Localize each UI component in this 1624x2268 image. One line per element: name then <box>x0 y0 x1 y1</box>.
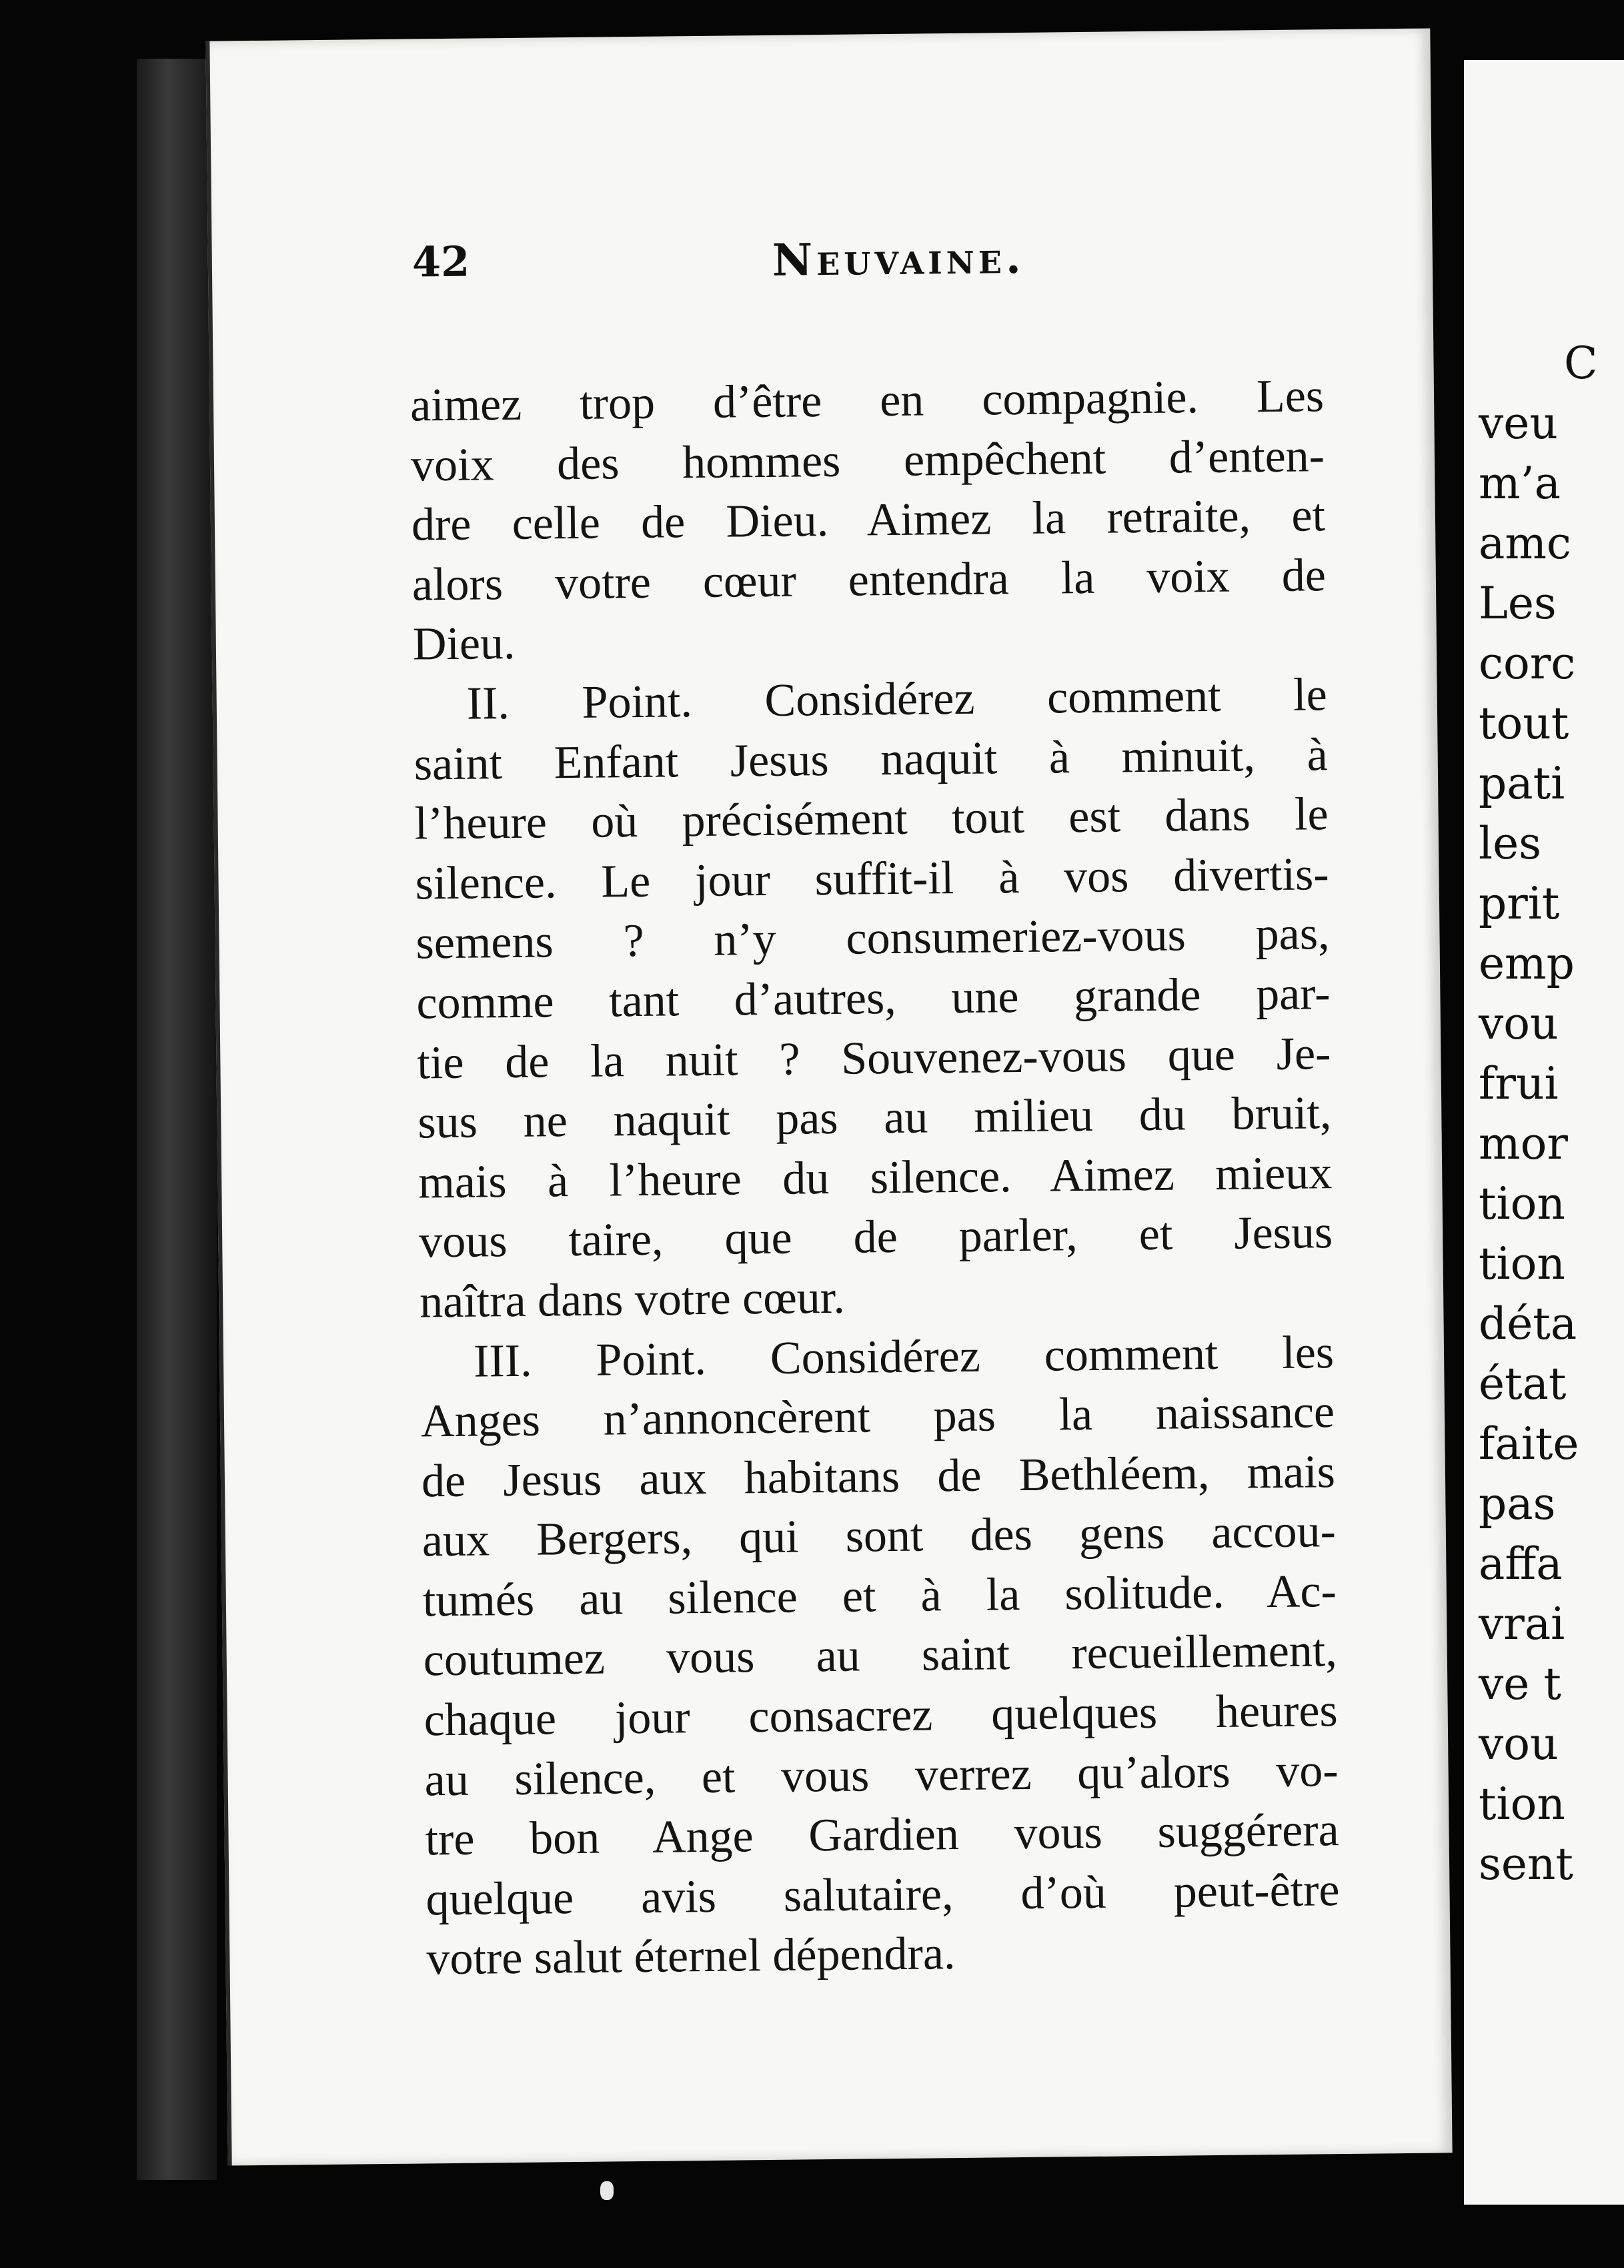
facing-line: tion <box>1479 1778 1565 1830</box>
text-line: silence. Le jour suffit-il à vos divertis- <box>415 848 1329 910</box>
text-line: semens ? n’y consumeriez-vous pas, <box>416 908 1330 969</box>
text-line: votre salut éternel dépendra. <box>426 1928 956 1985</box>
text-line: l’heure où précisément tout est dans le <box>414 788 1329 850</box>
facing-line: emp <box>1479 938 1575 989</box>
facing-line: pas <box>1479 1478 1556 1530</box>
body-text <box>410 366 1341 1989</box>
facing-line: ve t <box>1479 1658 1561 1710</box>
facing-line: vou <box>1479 1718 1559 1770</box>
facing-line: sent <box>1479 1838 1573 1890</box>
text-line: quelque avis salutaire, d’où peut-être <box>426 1864 1340 1926</box>
facing-line: amc <box>1479 518 1571 569</box>
facing-line: déta <box>1479 1298 1577 1349</box>
text-line: aux Bergers, qui sont des gens accou- <box>422 1506 1337 1567</box>
text-line: naîtra dans votre cœur. <box>419 1271 846 1328</box>
left-page <box>205 28 1452 2165</box>
text-line: voix des hommes empêchent d’enten- <box>410 430 1325 492</box>
book-spine <box>137 59 217 2180</box>
text-line: sus ne naquit pas au milieu du bruit, <box>417 1087 1332 1149</box>
page-number: 42 <box>412 237 470 287</box>
scan-speck <box>600 2181 614 2200</box>
text-line: dre celle de Dieu. Aimez la retraite, et <box>411 490 1326 551</box>
facing-line: tion <box>1479 1238 1565 1289</box>
facing-line: affa <box>1479 1538 1563 1590</box>
text-line: alors votre cœur entendra la voix de <box>412 549 1327 611</box>
facing-line: faite <box>1479 1418 1579 1470</box>
text-line: saint Enfant Jesus naquit à minuit, à <box>414 728 1329 790</box>
facing-page-text <box>1464 60 1624 1894</box>
text-line: aimez trop d’être en compagnie. Les <box>410 370 1325 432</box>
facing-line: m’a <box>1479 458 1561 509</box>
text-line: vous taire, que de parler, et Jesus <box>418 1207 1333 1268</box>
text-line: au silence, et vous verrez qu’alors vo- <box>424 1744 1339 1806</box>
section-heading-line: II. Point. Considérez comment le <box>466 669 1328 730</box>
running-title: Neuvaine. <box>772 231 1026 286</box>
facing-line: prit <box>1479 878 1560 929</box>
text-line: coutumez vous au saint recueillement, <box>423 1625 1338 1686</box>
text-line: mais à l’heure du silence. Aimez mieux <box>418 1147 1333 1209</box>
facing-line: état <box>1479 1358 1567 1409</box>
text-line: comme tant d’autres, une grande par- <box>416 968 1331 1029</box>
facing-line: vrai <box>1479 1598 1565 1650</box>
text-line: chaque jour consacrez quelques heures <box>424 1685 1339 1746</box>
facing-line: corc <box>1479 638 1576 689</box>
facing-line: frui <box>1479 1058 1559 1109</box>
text-line: tre bon Ange Gardien vous suggérera <box>425 1804 1339 1866</box>
running-head <box>412 228 1333 318</box>
text-line: tie de la nuit ? Souvenez-vous que Je- <box>417 1027 1331 1089</box>
facing-line: mor <box>1479 1118 1568 1169</box>
facing-line: tout <box>1479 698 1569 749</box>
facing-line: pati <box>1479 758 1565 809</box>
facing-line: Les <box>1479 578 1557 629</box>
facing-page-edge <box>1464 60 1624 2205</box>
facing-line: veu <box>1479 398 1558 449</box>
text-line: Dieu. <box>412 618 516 670</box>
facing-line: C <box>1564 338 1598 389</box>
text-line: tumés au silence et à la solitude. Ac- <box>422 1565 1337 1627</box>
text-line: Anges n’annoncèrent pas la naissance <box>420 1386 1335 1448</box>
section-heading-line: III. Point. Considérez comment les <box>473 1326 1335 1387</box>
facing-line: les <box>1479 818 1542 869</box>
text-line: de Jesus aux habitans de Bethléem, mais <box>421 1446 1336 1508</box>
facing-line: tion <box>1479 1178 1565 1229</box>
facing-line: vou <box>1479 998 1559 1049</box>
